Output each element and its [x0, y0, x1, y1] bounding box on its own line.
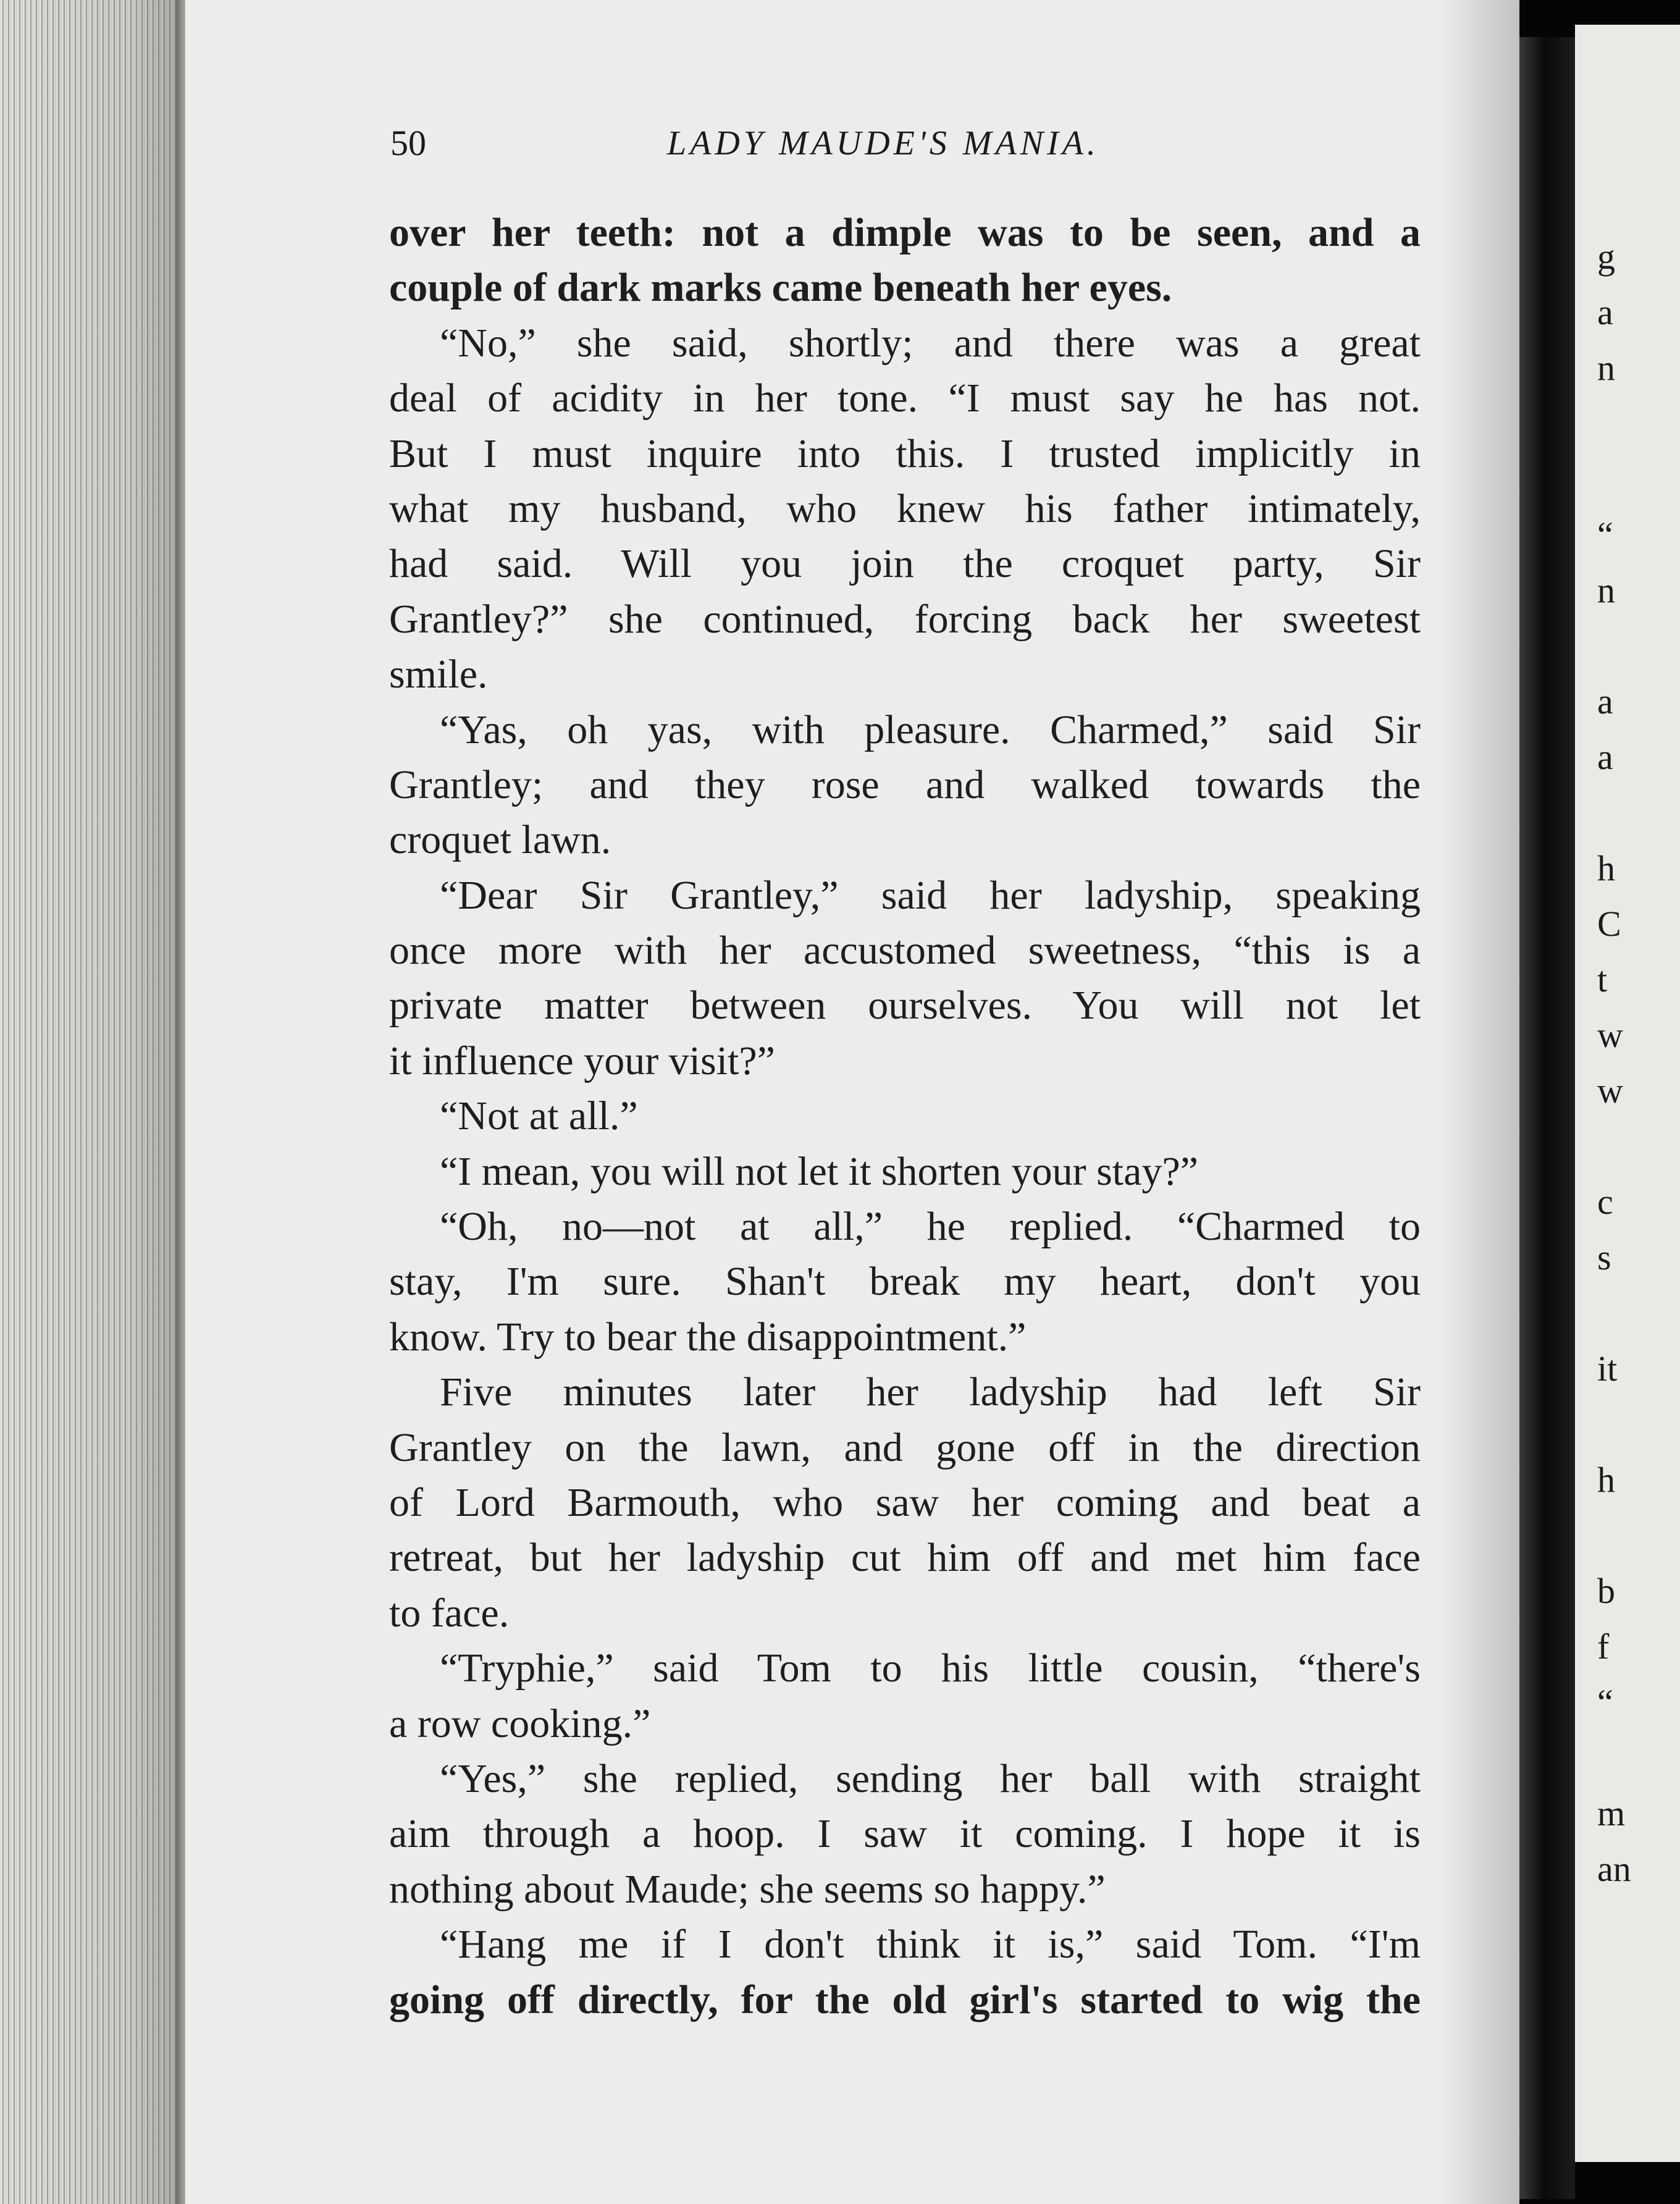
text-line: “Yas, oh yas, with pleasure. Charmed,” said Sir	[440, 707, 1421, 752]
facing-fragment: f	[1597, 1626, 1610, 1667]
text-line: smile.	[389, 652, 488, 697]
page-edges	[0, 0, 185, 2204]
text-line: aim through a hoop. I saw it coming. I hope it is	[389, 1811, 1421, 1857]
text-line: private matter between ourselves. You will not let	[389, 983, 1421, 1028]
text-line: But I must inquire into this. I trusted implicitly in	[389, 431, 1421, 476]
text-line: “Not at all.”	[440, 1093, 638, 1139]
facing-fragment: g	[1597, 237, 1615, 277]
facing-fragment: b	[1597, 1571, 1615, 1611]
facing-fragment: w	[1597, 1015, 1623, 1055]
text-line: “No,” she said, shortly; and there was a great	[440, 320, 1421, 366]
text-line: to face.	[389, 1590, 510, 1636]
text-line: once more with her accustomed sweetness, “this is a	[389, 928, 1421, 974]
text-line: Grantley on the lawn, and gone off in the direction	[389, 1424, 1421, 1470]
facing-fragment: it	[1597, 1348, 1618, 1389]
text-line: stay, I'm sure. Shan't break my heart, don't you	[389, 1259, 1421, 1305]
text-line: what my husband, who knew his father intimately,	[389, 486, 1421, 531]
facing-page	[1575, 25, 1680, 2162]
text-line: Grantley; and they rose and walked towards the	[389, 762, 1421, 807]
facing-fragment: C	[1597, 904, 1621, 944]
facing-fragment: m	[1597, 1793, 1626, 1833]
facing-fragment: h	[1597, 848, 1615, 888]
text-line: going off directly, for the old girl's started to wig the	[389, 1977, 1421, 2022]
body-text	[389, 205, 1421, 2027]
text-line: nothing about Maude; she seems so happy.”	[389, 1866, 1106, 1912]
facing-fragment: w	[1597, 1070, 1623, 1111]
facing-fragment: “	[1597, 515, 1613, 555]
facing-fragment: s	[1597, 1237, 1611, 1277]
text-line: a row cooking.”	[389, 1701, 651, 1746]
text-line: deal of acidity in her tone. “I must say he has not.	[389, 376, 1421, 421]
text-line: over her teeth: not a dimple was to be seen, and a	[389, 210, 1421, 255]
text-line: had said. Will you join the croquet party, Sir	[389, 541, 1421, 587]
text-line: “Dear Sir Grantley,” said her ladyship, speaking	[440, 872, 1421, 918]
text-line: retreat, but her ladyship cut him off and met him face	[389, 1535, 1421, 1581]
text-line: know. Try to bear the disappointment.”	[389, 1314, 1027, 1360]
facing-fragment: n	[1597, 348, 1615, 388]
text-line: “Yes,” she replied, sending her ball with straight	[440, 1756, 1421, 1801]
facing-fragment: “	[1597, 1682, 1613, 1722]
text-line: of Lord Barmouth, who saw her coming and beat a	[389, 1479, 1421, 1525]
facing-fragment: an	[1597, 1849, 1631, 1889]
text-line: “Tryphie,” said Tom to his little cousin, “there's	[440, 1646, 1421, 1691]
text-line: “Hang me if I don't think it is,” said Tom. “I'm	[440, 1922, 1421, 1967]
facing-fragment: a	[1597, 737, 1613, 777]
text-line: Five minutes later her ladyship had left Sir	[440, 1369, 1421, 1415]
facing-fragment: n	[1597, 570, 1615, 610]
book-gutter	[1519, 37, 1575, 2199]
text-line: “Oh, no—not at all,” he replied. “Charmed to	[440, 1204, 1421, 1250]
text-line: Grantley?” she continued, forcing back her sweetest	[389, 596, 1421, 642]
facing-fragment: t	[1597, 959, 1608, 999]
text-line: croquet lawn.	[389, 817, 611, 863]
facing-fragment: a	[1597, 292, 1613, 332]
facing-fragment: a	[1597, 681, 1613, 721]
running-title: LADY MAUDE'S MANIA.	[667, 124, 1099, 162]
text-line: couple of dark marks came beneath her eyes.	[389, 265, 1172, 311]
text-line: “I mean, you will not let it shorten your stay?”	[440, 1148, 1199, 1194]
facing-fragment: c	[1597, 1182, 1613, 1222]
page-number: 50	[390, 123, 426, 163]
text-line: it influence your visit?”	[389, 1038, 775, 1083]
facing-fragment: h	[1597, 1460, 1615, 1500]
